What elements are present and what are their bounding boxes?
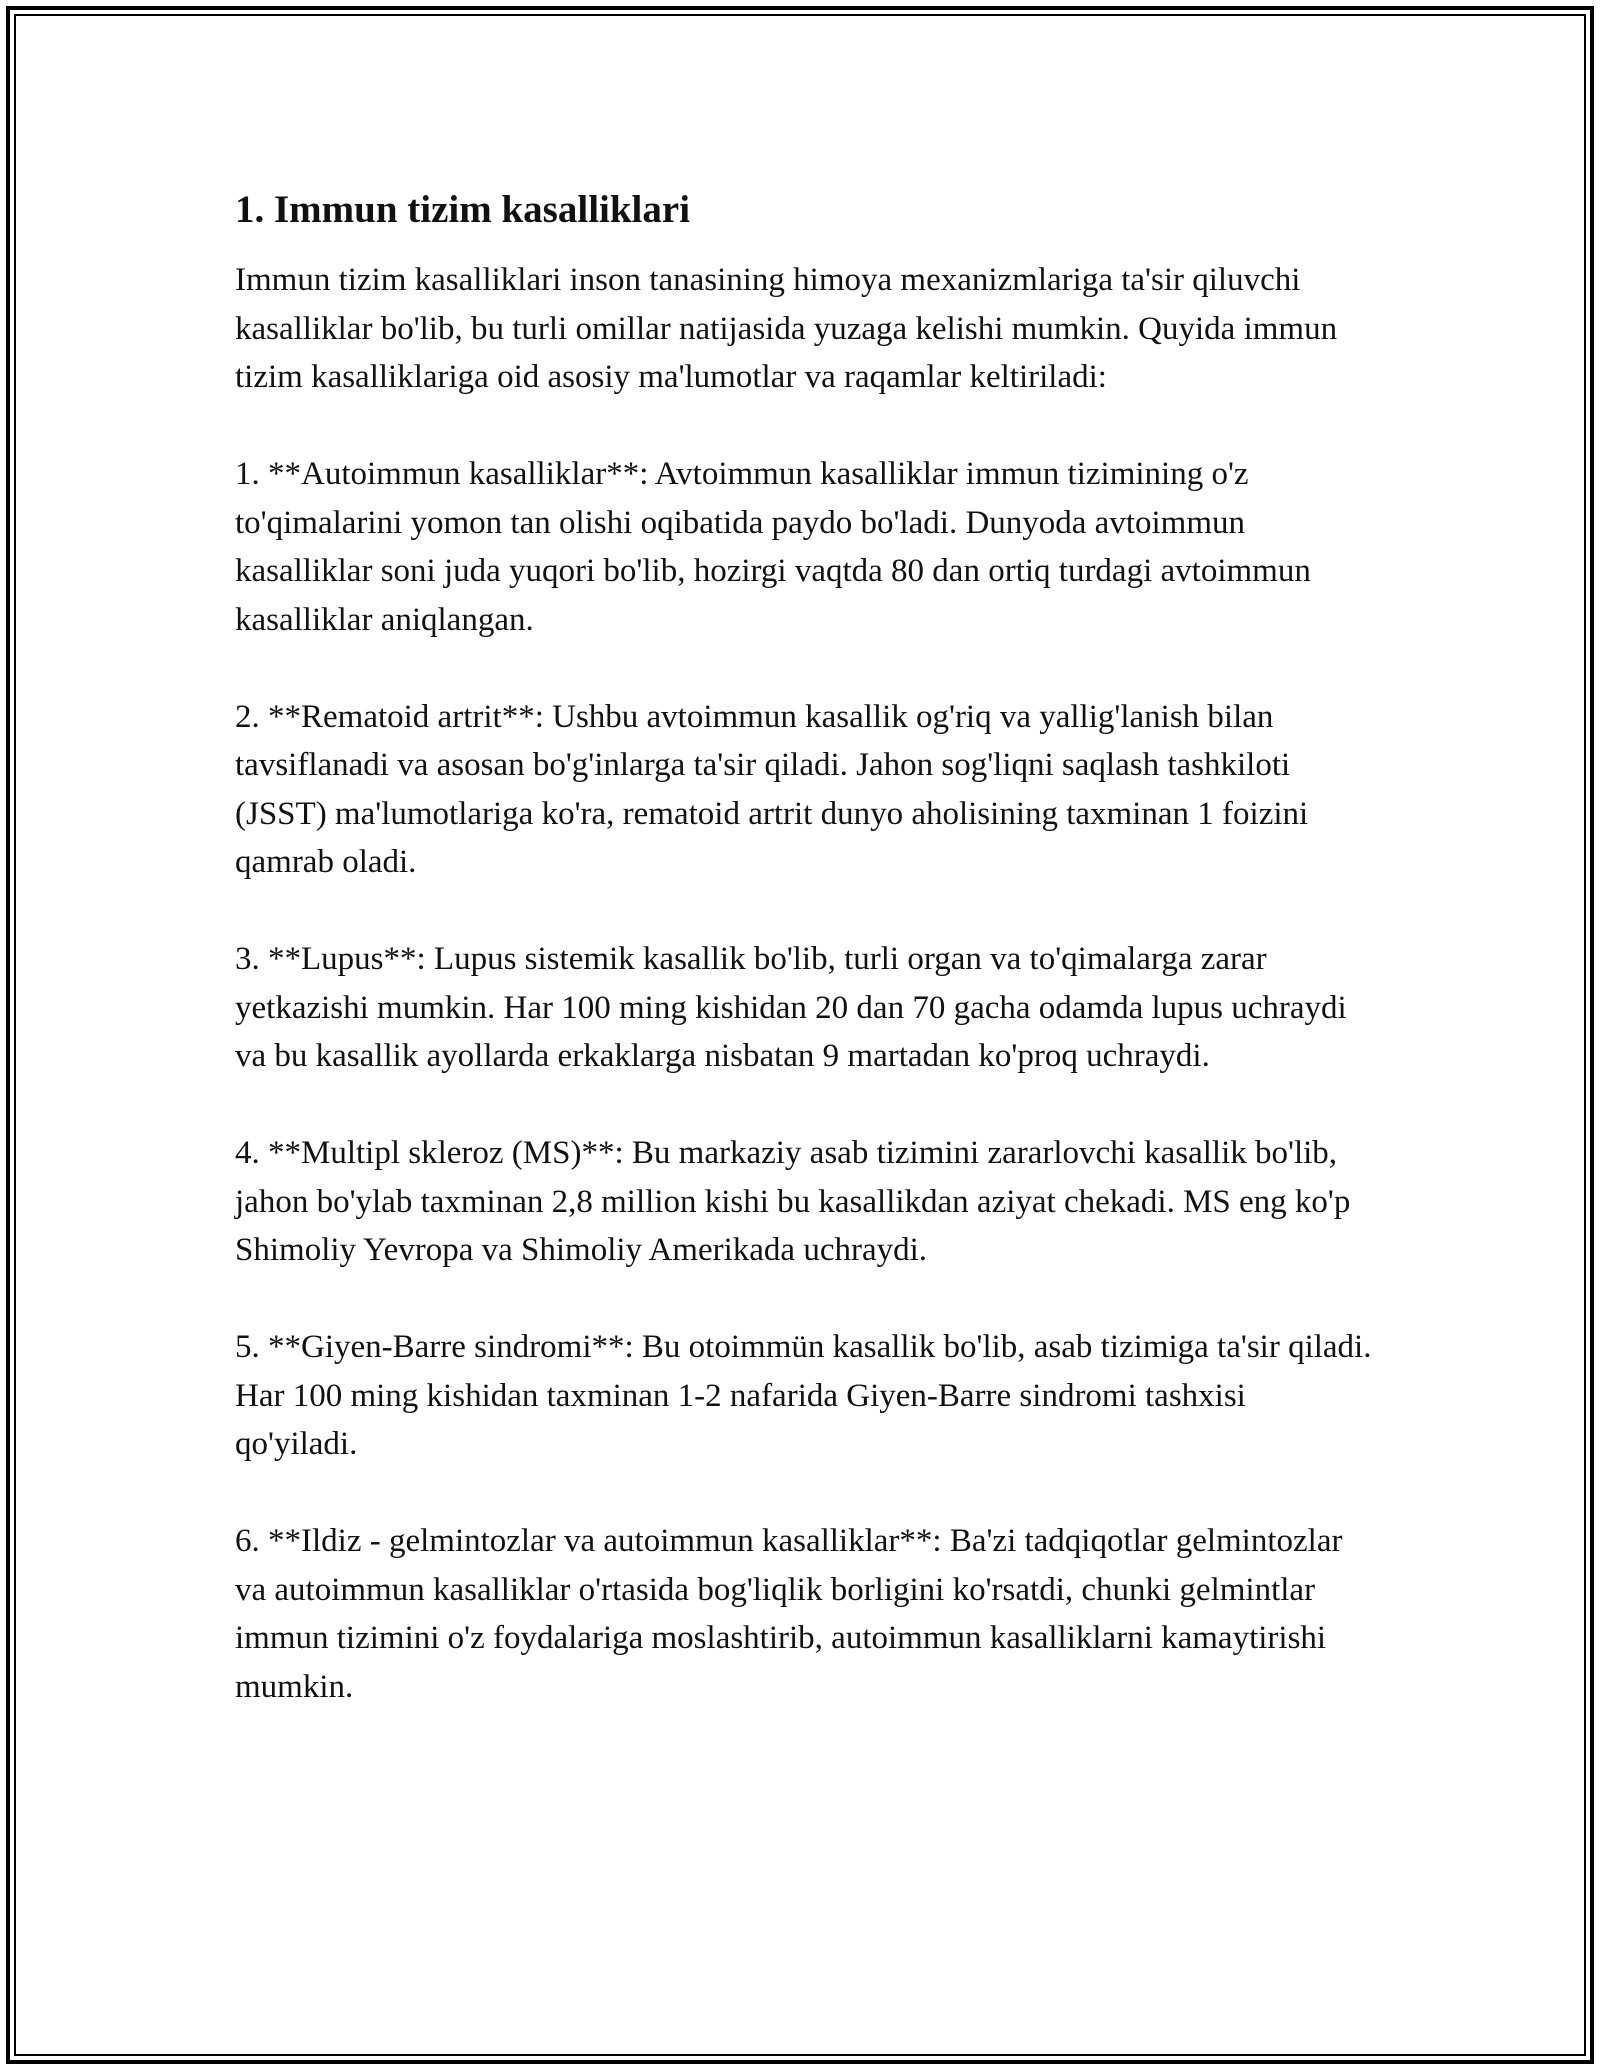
list-item-lupus: 3. **Lupus**: Lupus sistemik kasallik bo'lib, turli organ va to'qimalarga zarar yetkazishi mumkin. Har 100 ming kishidan 20 dan 70 gacha odamda lupus uchraydi va bu kasallik ayollarda erkaklarga nisbatan 9 martadan ko'proq uchraydi. [235,941,1347,1074]
list-item-autoimmune: 1. **Autoimmun kasalliklar**: Avtoimmun kasalliklar immun tizimining o'z to'qimalarini yomon tan olishi oqibatida paydo bo'ladi. Dunyoda avtoimmun kasalliklar soni juda yuqori bo'lib, hozirgi vaqtda 80 dan ortiq turdagi avtoimmun kasalliklar aniqlangan. [235,456,1311,638]
intro-paragraph: Immun tizim kasalliklari inson tanasining himoya mexanizmlariga ta'sir qiluvchi kasalliklar bo'lib, bu turli omillar natijasida yuzaga kelishi mumkin. Quyida immun tizim kasalliklariga oid asosiy ma'lumotlar va raqamlar keltiriladi: [235,262,1338,395]
document-body [235,186,1375,1760]
list-item-rheumatoid-arthritis: 2. **Rematoid artrit**: Ushbu avtoimmun kasallik og'riq va yallig'lanish bilan tavsiflanadi va asosan bo'g'inlarga ta'sir qiladi. Jahon sog'liqni saqlash tashkiloti (JSST) ma'lumotlariga ko'ra, rematoid artrit dunyo aholisining taxminan 1 foizini qamrab oladi. [235,698,1309,880]
list-item-multiple-sclerosis: 4. **Multipl skleroz (MS)**: Bu markaziy asab tizimini zararlovchi kasallik bo'lib, jahon bo'ylab taxminan 2,8 million kishi bu kasallikdan aziyat chekadi. MS eng ko'p Shimoliy Yevropa va Shimoliy Amerikada uchraydi. [235,1135,1351,1268]
section-heading: 1. Immun tizim kasalliklari [235,188,691,231]
list-item-guillain-barre: 5. **Giyen-Barre sindromi**: Bu otoimmün kasallik bo'lib, asab tizimiga ta'sir qiladi. Har 100 ming kishidan taxminan 1-2 nafarida Giyen-Barre sindromi tashxisi qo'yiladi. [235,1329,1372,1462]
list-item-helminths: 6. **Ildiz - gelmintozlar va autoimmun kasalliklar**: Ba'zi tadqiqotlar gelmintozlar va autoimmun kasalliklar o'rtasida bog'liqlik borligini ko'rsatdi, chunki gelmintlar immun tizimini o'z foydalariga moslashtirib, autoimmun kasalliklarni kamaytirishi mumkin. [235,1523,1343,1705]
